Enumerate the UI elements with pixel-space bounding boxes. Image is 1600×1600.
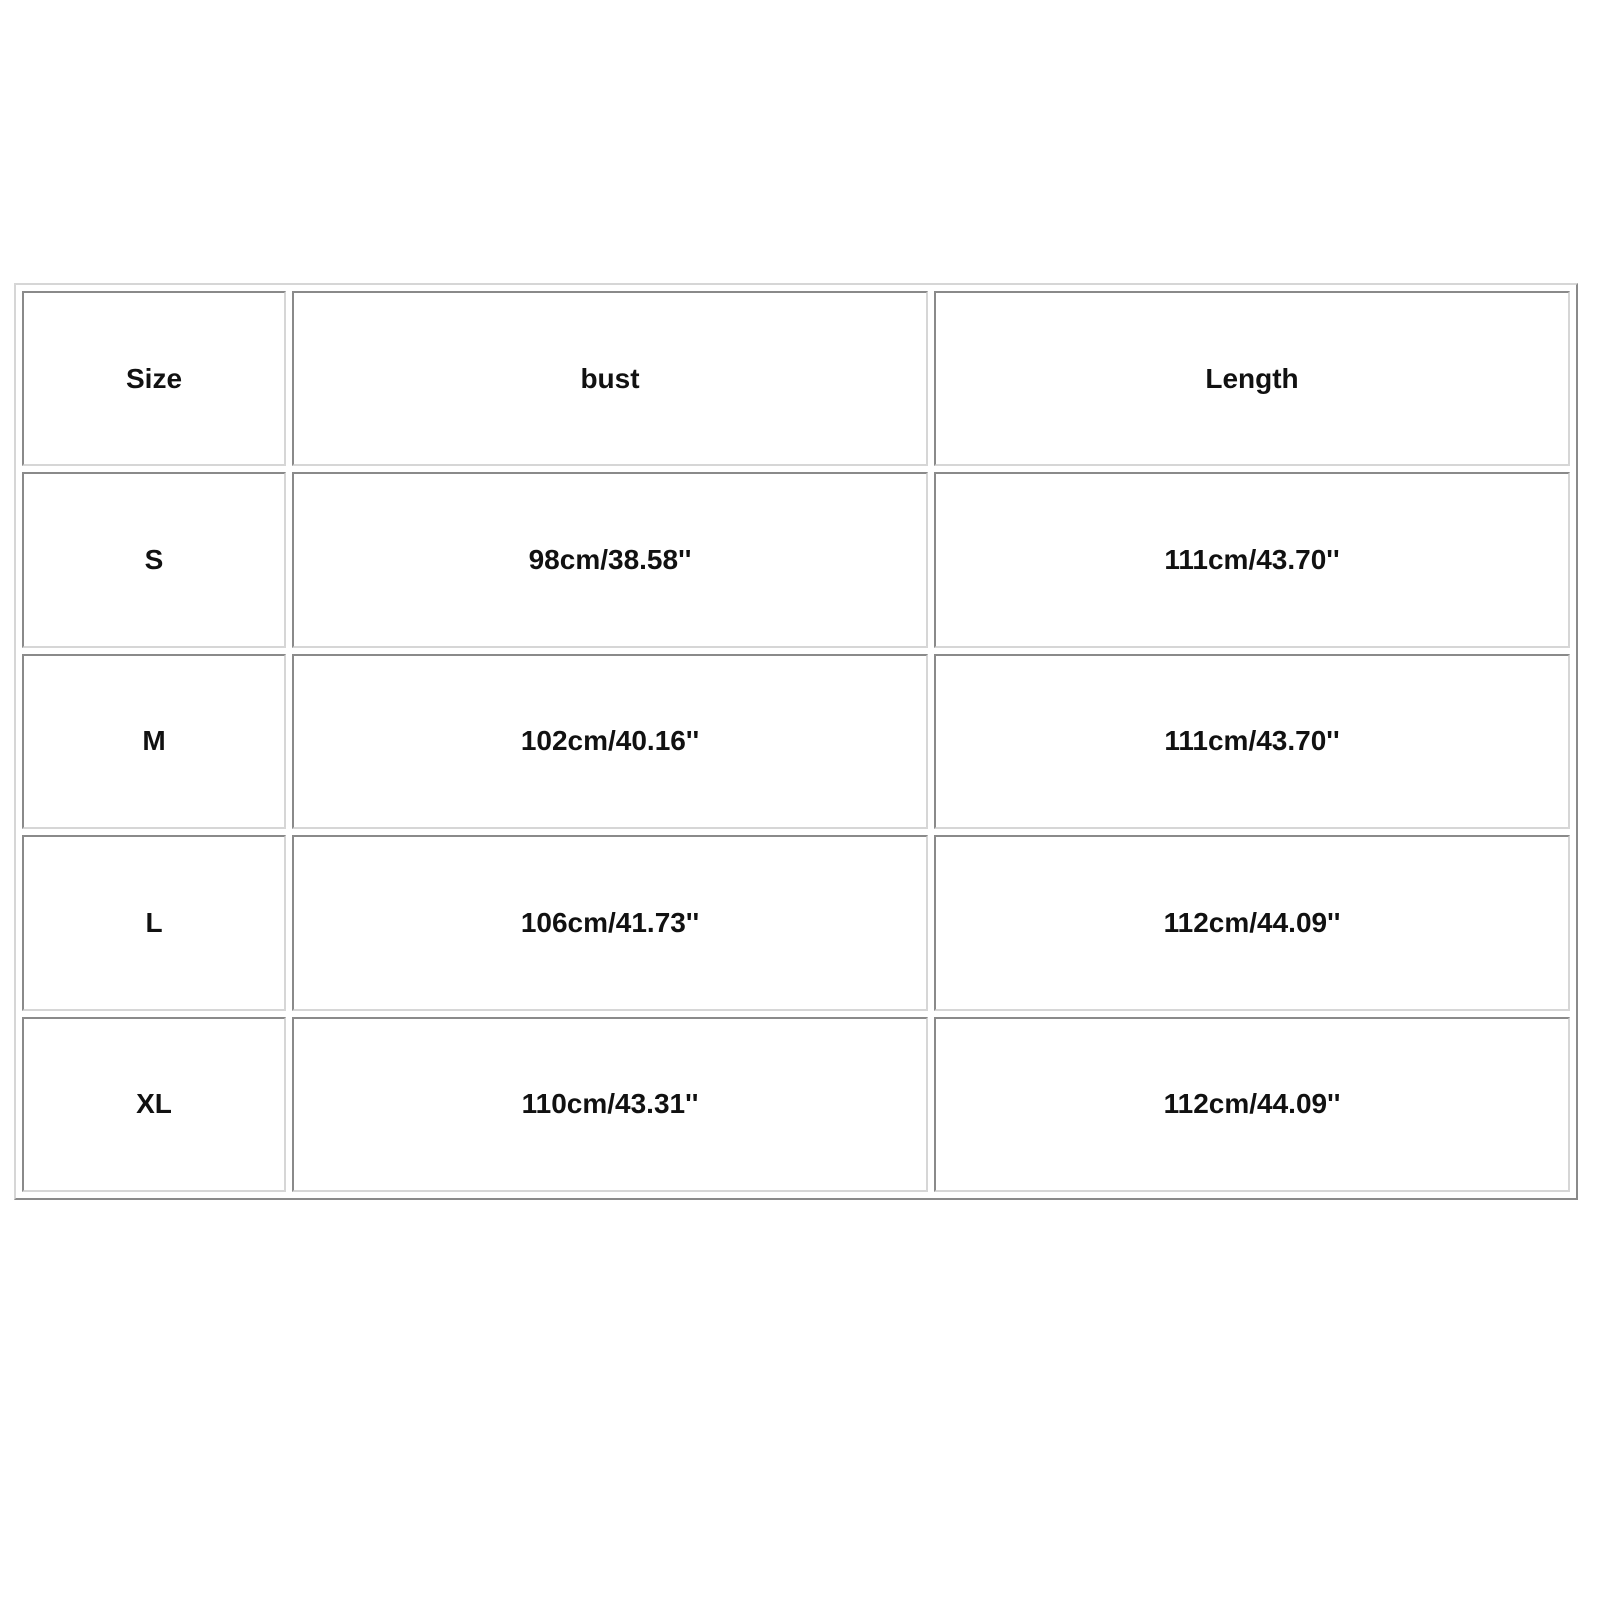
cell-length: 112cm/44.09'': [934, 1017, 1570, 1192]
cell-length: 112cm/44.09'': [934, 835, 1570, 1010]
header-size: Size: [22, 291, 286, 466]
cell-size: M: [22, 654, 286, 829]
cell-size: S: [22, 472, 286, 647]
size-chart-table: [14, 283, 1578, 1200]
cell-bust: 110cm/43.31'': [292, 1017, 928, 1192]
cell-length: 111cm/43.70'': [934, 472, 1570, 647]
table-row: [22, 472, 1570, 647]
cell-bust: 98cm/38.58'': [292, 472, 928, 647]
header-length: Length: [934, 291, 1570, 466]
header-bust: bust: [292, 291, 928, 466]
table-row: [22, 1017, 1570, 1192]
cell-length: 111cm/43.70'': [934, 654, 1570, 829]
table-row: [22, 654, 1570, 829]
cell-size: L: [22, 835, 286, 1010]
header-row: [22, 291, 1570, 466]
cell-bust: 106cm/41.73'': [292, 835, 928, 1010]
cell-bust: 102cm/40.16'': [292, 654, 928, 829]
cell-size: XL: [22, 1017, 286, 1192]
table-row: [22, 835, 1570, 1010]
